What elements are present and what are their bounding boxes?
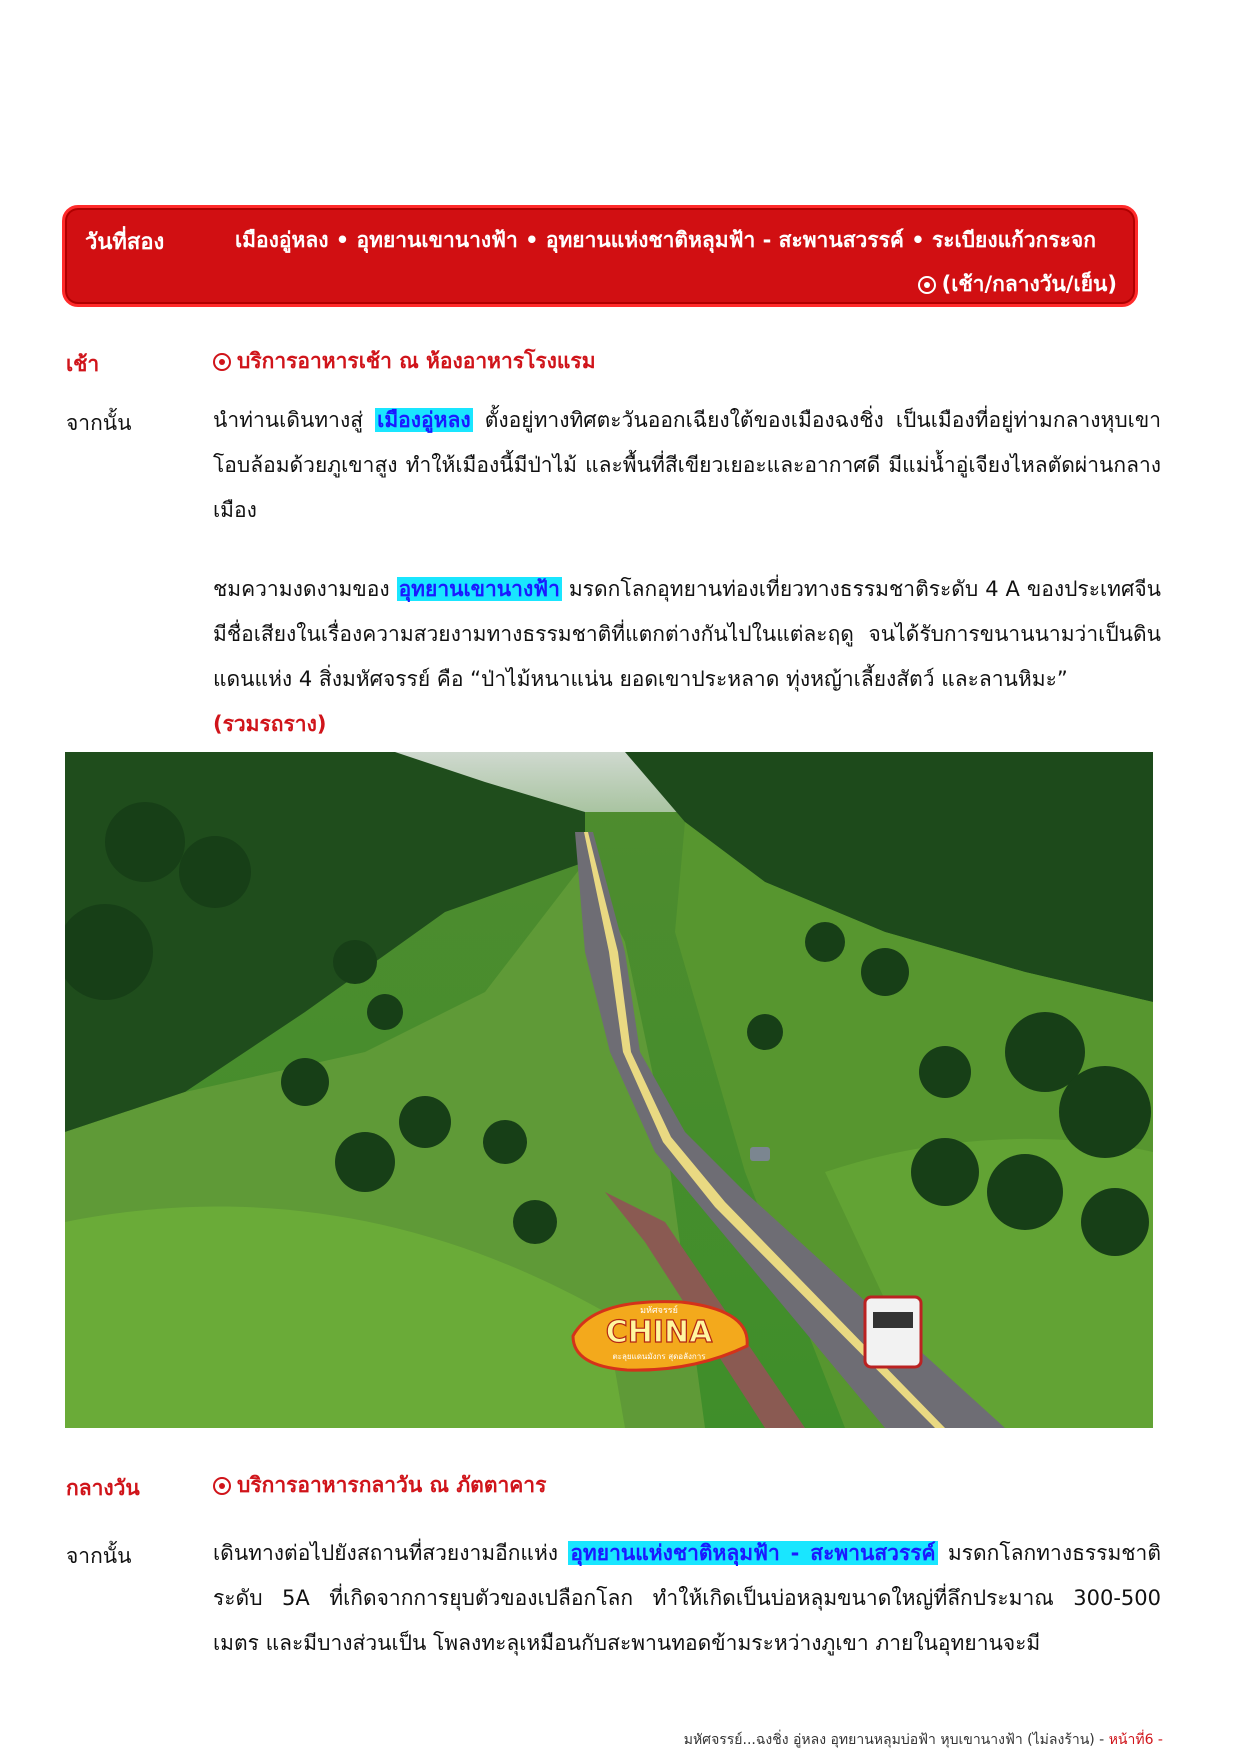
item2-text: มรดกโลกอุทยานท่องเที่ยวทางธรรมชาติระดับ 4 A ของประเทศจีน มีชื่อเสียงในเรื่องความสวยงามทางธรรมชาติที่แตกต่างกันไปในแต่ละฤดู จนได้รับการขนานนามว่าเป็นดินแดนแห่ง 4 สิ่งมหัศจรรย์ คือ “ป่าไม้หนาแน่น ยอดเขาประหลาด ทุ่งหญ้าเลี้ยงสัตว์ และลานหิมะ” bbox=[213, 577, 1161, 691]
day-meals-text: (เช้า/กลางวัน/เย็น) bbox=[941, 272, 1117, 296]
item2-intro: ชมความงดงามของ bbox=[213, 577, 390, 601]
item3-body bbox=[213, 1531, 1161, 1666]
item3-highlight: อุทยานแห่งชาติหลุมฟ้า - สะพานสวรรค์ bbox=[570, 1541, 936, 1565]
item3-intro: เดินทางต่อไปยังสถานที่สวยงามอีกแห่ง bbox=[213, 1541, 559, 1565]
breakfast-text bbox=[213, 349, 596, 373]
page-number: หน้าที่6 - bbox=[1108, 1732, 1163, 1748]
meal-icon bbox=[213, 1477, 231, 1495]
lunch-text-value: บริการอาหารกลาวัน ณ ภัตตาคาร bbox=[237, 1473, 547, 1497]
item1-label: จากนั้น bbox=[66, 411, 132, 435]
item3-label: จากนั้น bbox=[66, 1544, 132, 1568]
breakfast-label: เช้า bbox=[66, 352, 100, 376]
fairy-mountain-photo bbox=[65, 752, 1153, 1428]
day-label: วันที่สอง bbox=[85, 230, 165, 255]
logo-sub-text: ตะลุยแดนมังกร สุดอลังการ bbox=[612, 1352, 706, 1361]
item3-text: มรดกโลกทางธรรมชาติระดับ 5A ที่เกิดจากการยุบตัวของเปลือกโลก ทำให้เกิดเป็นบ่อหลุมขนาดใหญ่ที่ลึกประมาณ 300-500 เมตร และมีบางส่วนเป็น โพลงทะลุเหมือนกับสะพานทอดข้ามระหว่างภูเขา ภายในอุทยานจะมี bbox=[213, 1541, 1161, 1655]
item2-highlight: อุทยานเขานางฟ้า bbox=[398, 577, 560, 601]
item1-highlight: เมืองอู่หลง bbox=[377, 408, 471, 432]
meal-icon bbox=[213, 353, 231, 371]
page-footer bbox=[684, 1729, 1163, 1751]
breakfast-text-value: บริการอาหารเช้า ณ ห้องอาหารโรงแรม bbox=[237, 349, 596, 373]
logo-top-text: มหัศจรรย์ bbox=[640, 1306, 678, 1316]
breakfast-body bbox=[213, 348, 1161, 374]
item1-body bbox=[213, 398, 1161, 533]
item1-text: ตั้งอยู่ทางทิศตะวันออกเฉียงใต้ของเมืองฉงชิ่ง เป็นเมืองที่อยู่ท่ามกลางหุบเขาโอบล้อมด้วยภูเขาสูง ทำให้เมืองนี้มีป่าไม้ และพื้นที่สีเขียวเยอะและอากาศดี มีแม่น้ำอู่เจียงไหลตัดผ่านกลางเมือง bbox=[213, 408, 1161, 522]
item1-intro: นำท่านเดินทางสู่ bbox=[213, 408, 364, 432]
meal-icon bbox=[918, 276, 936, 294]
day-header-banner bbox=[62, 205, 1138, 307]
item2-body bbox=[213, 567, 1161, 747]
item2-note: (รวมรถราง) bbox=[213, 712, 327, 736]
footer-text: มหัศจรรย์...ฉงชิ่ง อู่หลง อุทยานหลุมบ่อฟ้า หุบเขานางฟ้า (ไม่ลงร้าน) - bbox=[683, 1732, 1105, 1748]
logo-main-text: CHINA bbox=[605, 1315, 713, 1350]
lunch-text bbox=[213, 1473, 546, 1497]
lunch-body bbox=[213, 1472, 1161, 1498]
lunch-label: กลางวัน bbox=[66, 1476, 140, 1500]
day-meals bbox=[918, 268, 1117, 301]
day-title: เมืองอู่หลง • อุทยานเขานางฟ้า • อุทยานแห่งชาติหลุมฟ้า - สะพานสวรรค์ • ระเบียงแก้วกระจก bbox=[235, 228, 1096, 252]
